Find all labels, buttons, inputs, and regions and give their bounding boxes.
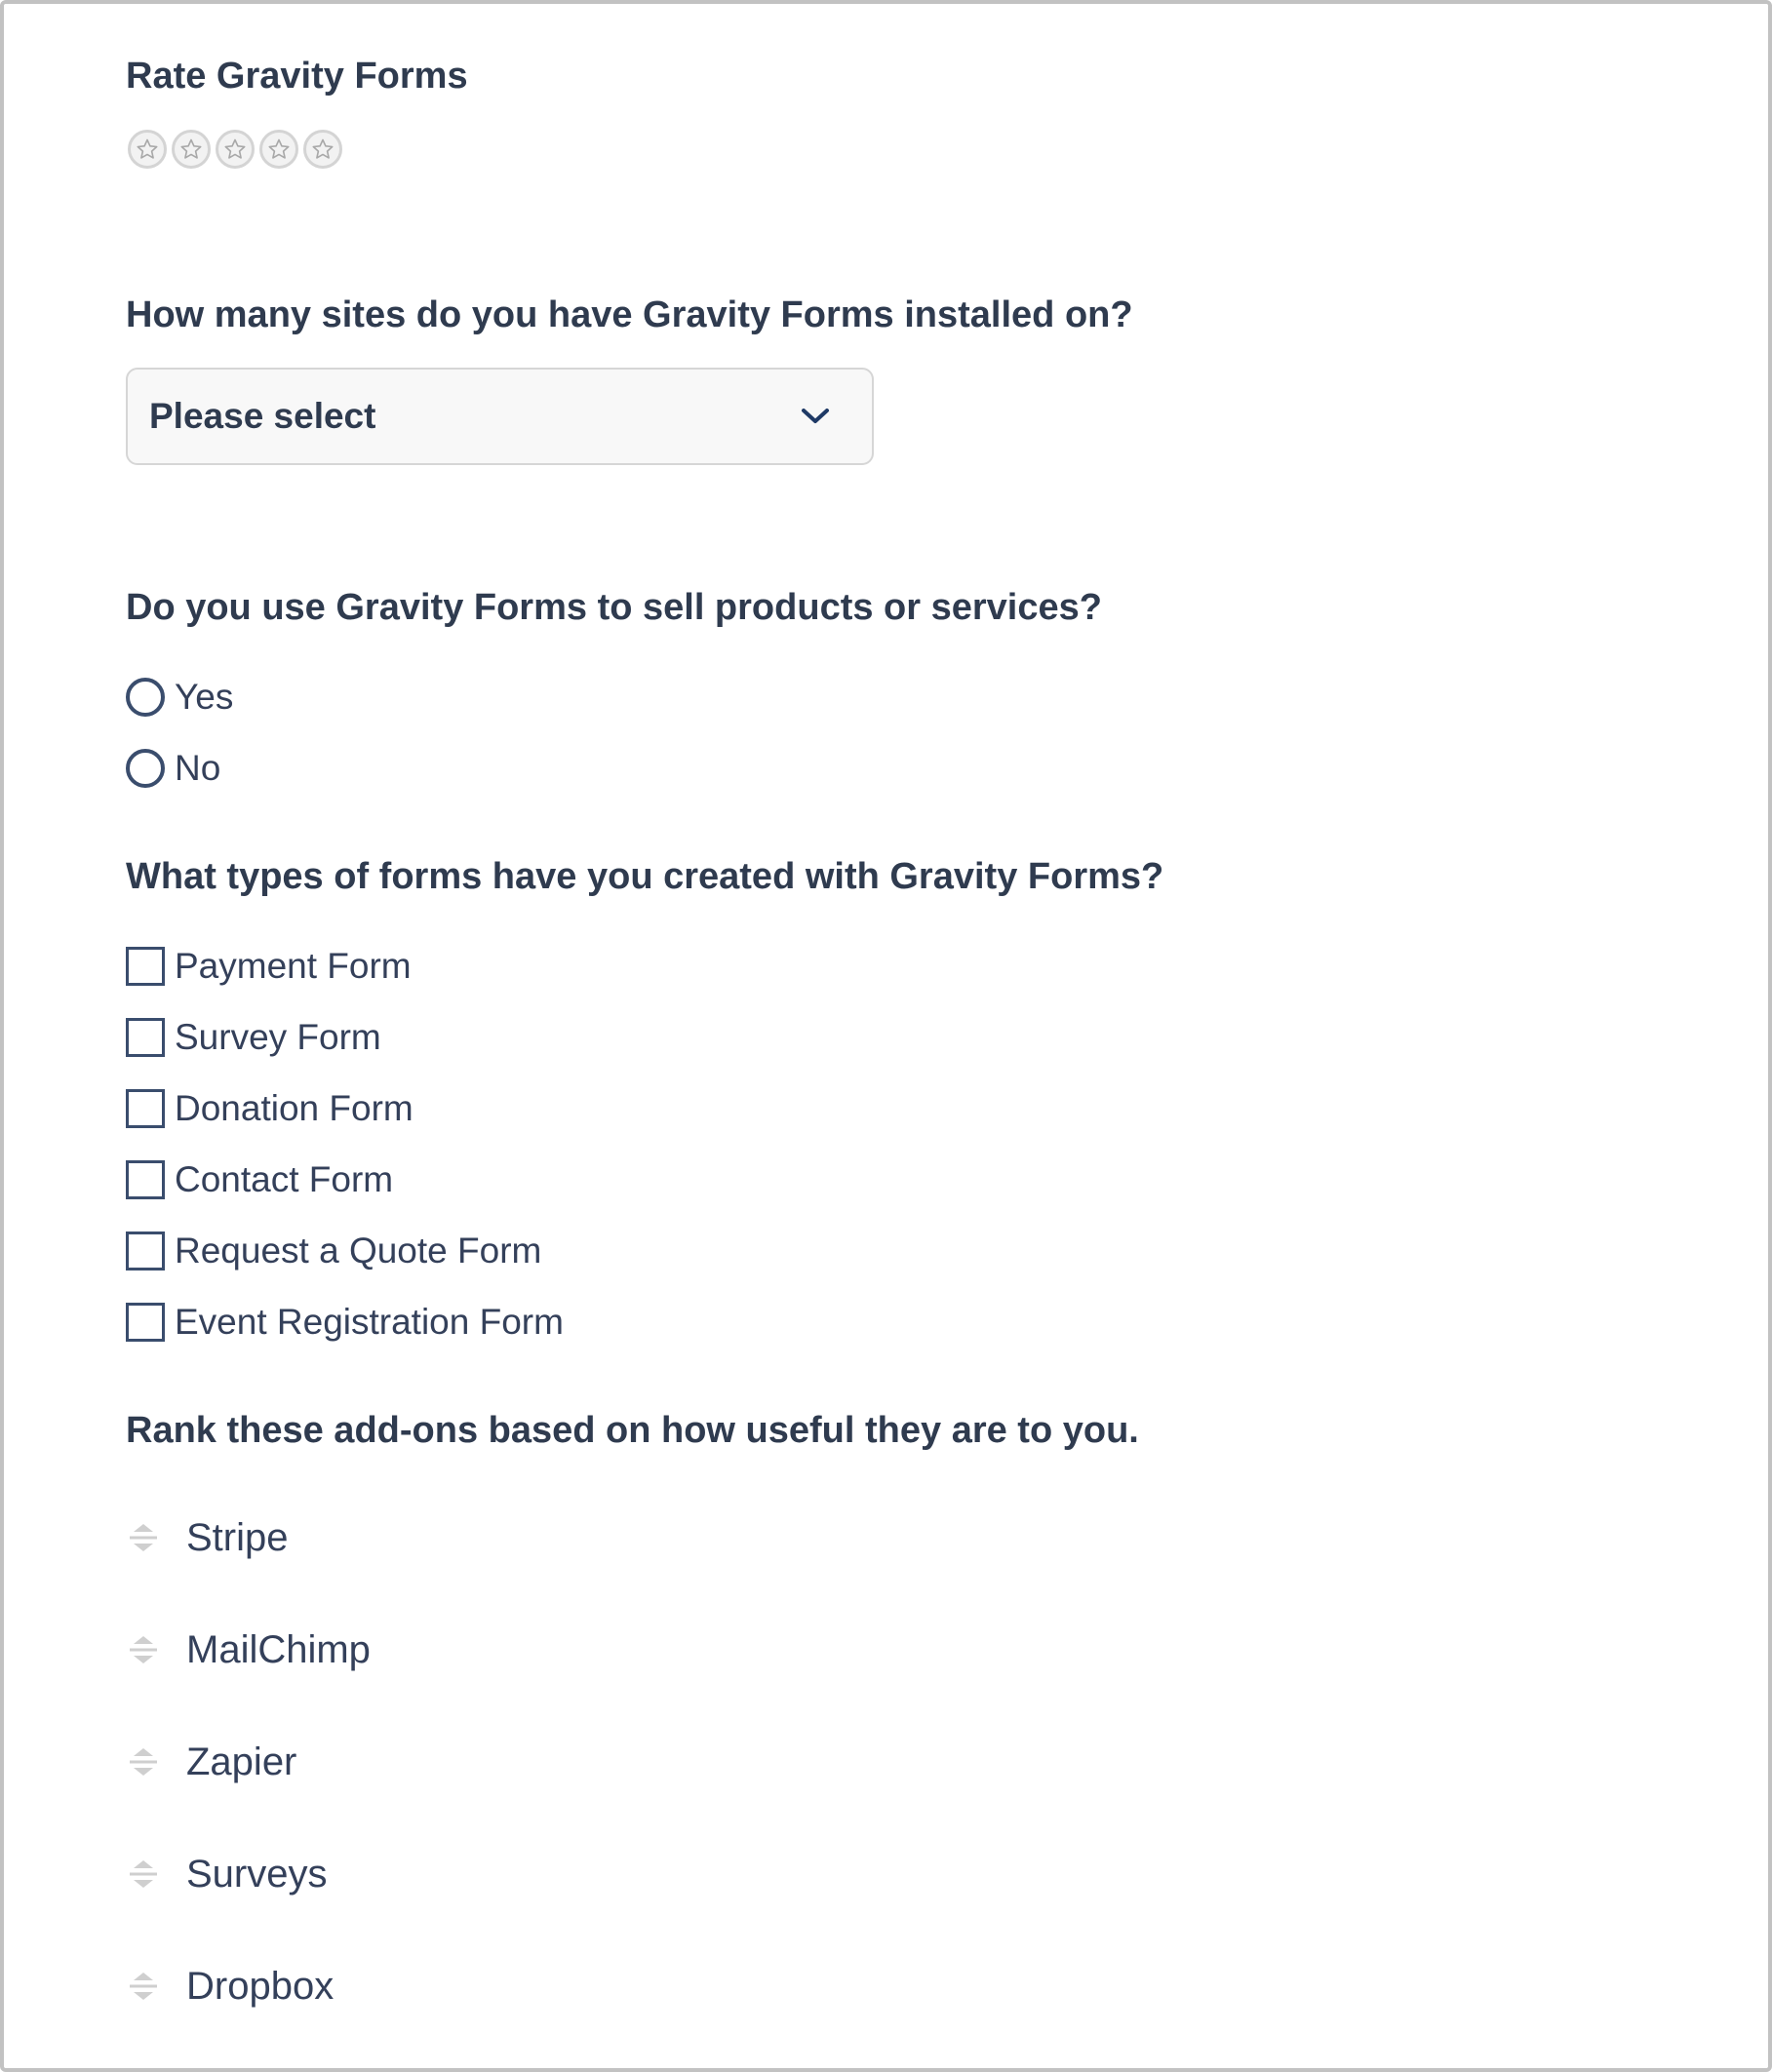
rank-item-label: Surveys (186, 1852, 328, 1896)
rank-item-zapier[interactable] (126, 1738, 296, 1786)
rating-label: Rate Gravity Forms (126, 56, 468, 97)
checkbox-label: Request a Quote Form (175, 1231, 542, 1271)
radio-button[interactable] (126, 749, 165, 788)
checkbox-label: Survey Form (175, 1017, 381, 1057)
sites-question-label: How many sites do you have Gravity Forms installed on? (126, 294, 1133, 335)
star-4[interactable] (259, 130, 298, 169)
checkbox[interactable] (126, 1160, 165, 1199)
drag-sort-handle-icon[interactable] (126, 1632, 161, 1667)
sites-select-value: Please select (149, 396, 376, 436)
rank-item-surveys[interactable] (126, 1850, 328, 1898)
drag-sort-handle-icon[interactable] (126, 1969, 161, 2004)
radio-label: Yes (175, 677, 234, 717)
checkbox-option-donation-form[interactable] (126, 1087, 413, 1130)
chevron-down-icon (800, 406, 831, 427)
radio-button[interactable] (126, 678, 165, 717)
checkbox-option-event-registration-form[interactable] (126, 1301, 564, 1344)
radio-option-no[interactable] (126, 747, 220, 790)
checkbox-option-payment-form[interactable] (126, 945, 412, 988)
rank-item-label: MailChimp (186, 1627, 371, 1671)
checkbox-label: Payment Form (175, 946, 412, 986)
checkbox[interactable] (126, 1089, 165, 1128)
rank-item-stripe[interactable] (126, 1513, 289, 1562)
star-2[interactable] (172, 130, 211, 169)
drag-sort-handle-icon[interactable] (126, 1744, 161, 1779)
drag-sort-handle-icon[interactable] (126, 1520, 161, 1555)
star-3[interactable] (216, 130, 255, 169)
checkbox[interactable] (126, 1303, 165, 1342)
form-types-question-label: What types of forms have you created with Gravity Forms? (126, 856, 1164, 897)
rank-item-label: Stripe (186, 1515, 289, 1559)
checkbox-label: Donation Form (175, 1088, 413, 1128)
checkbox[interactable] (126, 1231, 165, 1271)
drag-sort-handle-icon[interactable] (126, 1857, 161, 1892)
rank-item-label: Dropbox (186, 1964, 335, 2008)
star-outline-icon (179, 137, 203, 161)
checkbox-label: Contact Form (175, 1159, 394, 1199)
star-outline-icon (136, 137, 159, 161)
checkbox-option-survey-form[interactable] (126, 1016, 381, 1059)
rank-item-dropbox[interactable] (126, 1962, 334, 2011)
sites-select[interactable] (126, 368, 874, 465)
sell-question-label: Do you use Gravity Forms to sell products or services? (126, 587, 1102, 628)
radio-label: No (175, 748, 221, 788)
star-outline-icon (223, 137, 247, 161)
rank-item-mailchimp[interactable] (126, 1625, 371, 1674)
checkbox-option-contact-form[interactable] (126, 1158, 393, 1201)
checkbox-option-request-quote-form[interactable] (126, 1230, 541, 1272)
star-5[interactable] (303, 130, 342, 169)
star-outline-icon (267, 137, 291, 161)
star-outline-icon (311, 137, 335, 161)
checkbox-label: Event Registration Form (175, 1302, 564, 1342)
radio-option-yes[interactable] (126, 676, 233, 719)
rank-question-label: Rank these add-ons based on how useful they are to you. (126, 1410, 1139, 1451)
star-rating (128, 130, 342, 169)
rank-item-label: Zapier (186, 1740, 297, 1783)
star-1[interactable] (128, 130, 167, 169)
checkbox[interactable] (126, 1018, 165, 1057)
checkbox[interactable] (126, 947, 165, 986)
